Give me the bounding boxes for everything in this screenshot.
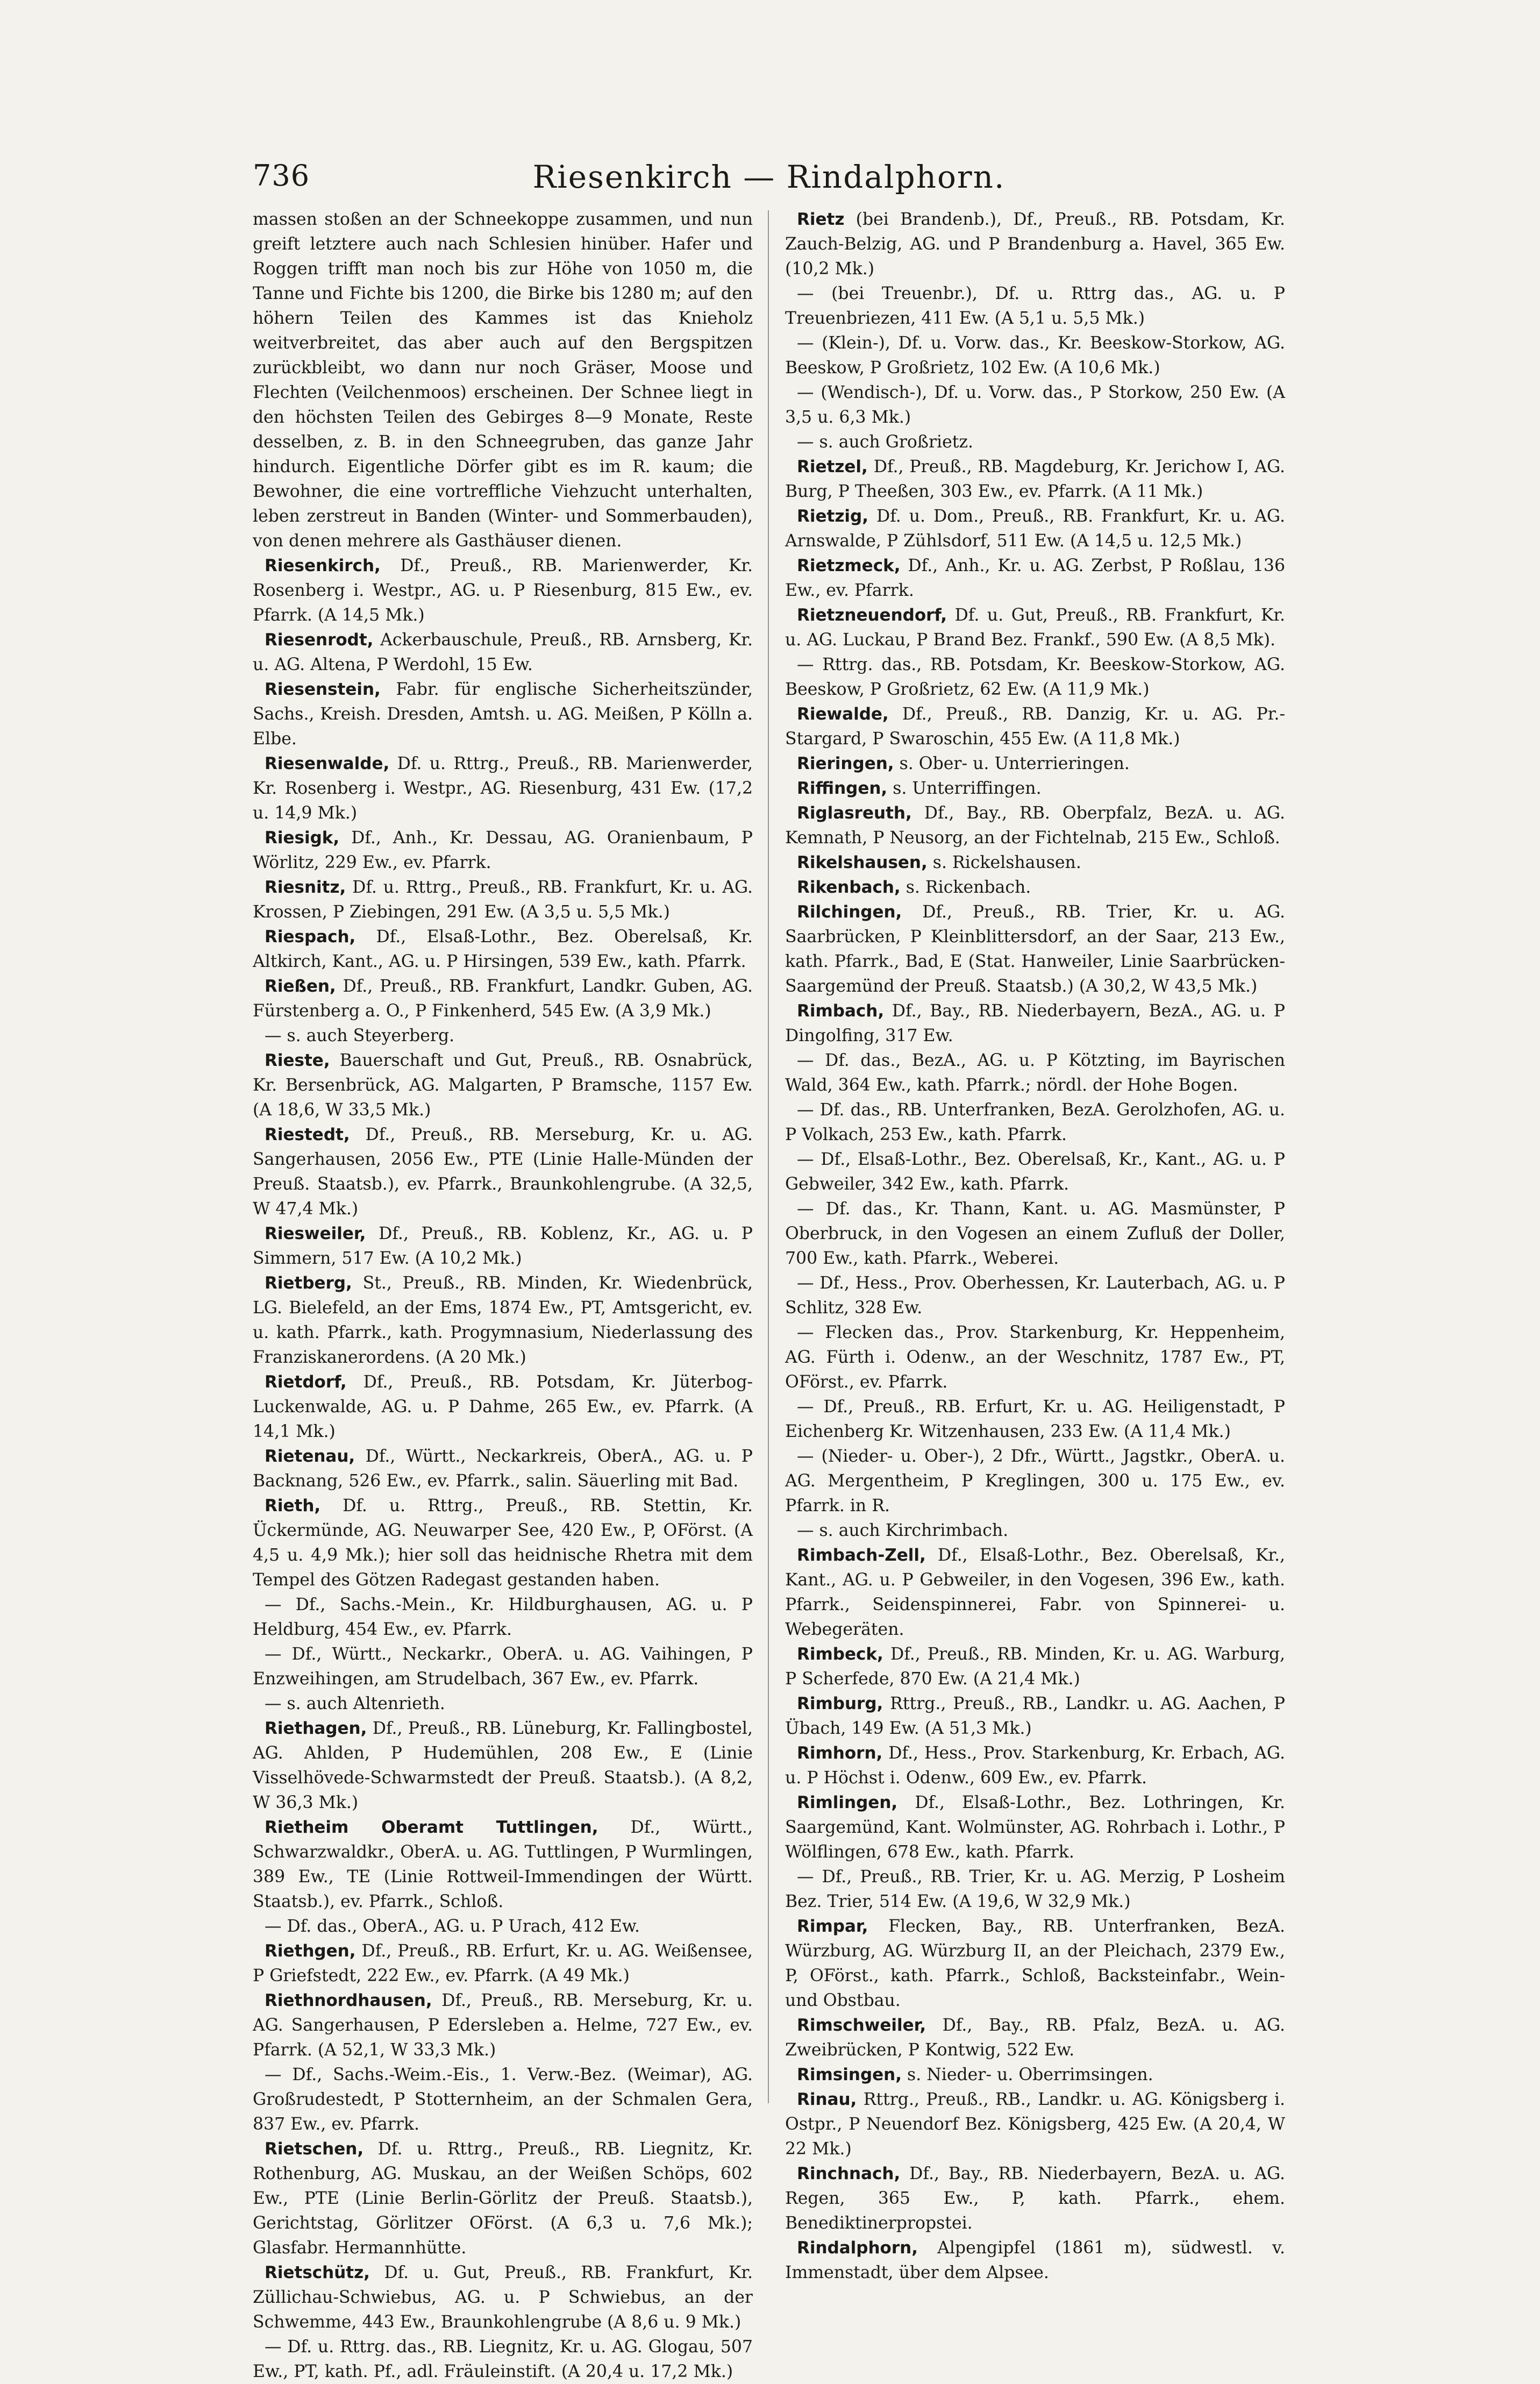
gazetteer-entry <box>785 875 1285 900</box>
entry-text: Df., Württ., Schwarzwaldkr., OberA. u. AG. Tuttlingen, P Wurmlingen, 389 Ew., TE (Linie Rottweil-Immendingen der Württ. Staatsb.), ev. Pfarrk., Schloß. <box>253 1818 753 1911</box>
entry-text: Df. u. Rttrg., Preuß., RB. Liegnitz, Kr. Rothenburg, AG. Muskau, an der Weißen Schöps, 602 Ew., PTE (Linie Berlin-Görlitz der Preuß. Staatsb.), Gerichtstag, Görlitzer OFörst. (A 6,3 u. 7,6 Mk.); Glasfabr. Hermannhütte. <box>253 2139 753 2258</box>
entry-headword: Rimlingen, <box>797 1793 898 1812</box>
gazetteer-entry <box>785 1691 1285 1741</box>
gazetteer-subentry <box>785 1271 1285 1320</box>
entry-text: Df., Preuß., RB. Magdeburg, Kr. Jerichow I, AG. Burg, P Theeßen, 303 Ew., ev. Pfarrk. (A 11 Mk.) <box>785 457 1286 501</box>
gazetteer-subentry <box>785 1518 1285 1543</box>
gazetteer-entry <box>785 1790 1285 1864</box>
gazetteer-subentry <box>253 1691 753 1716</box>
entry-headword: Rietberg, <box>265 1273 352 1293</box>
gazetteer-subentry <box>785 1048 1285 1098</box>
entry-text: Df., Bay., RB. Oberpfalz, BezA. u. AG. Kemnath, P Neusorg, an der Fichtelnab, 215 Ew., Schloß. <box>785 803 1285 848</box>
entry-text: Df., Elsaß-Lothr., Bez. Lothringen, Kr. Saargemünd, Kant. Wolmünster, AG. Rohrbach i. Lothr., P Wölflingen, 678 Ew., kath. Pfarrk. <box>785 1793 1286 1862</box>
entry-headword: Rietzneuendorf, <box>797 606 947 625</box>
gazetteer-entry <box>785 1642 1285 1691</box>
entry-text: Df., Preuß., RB. Koblenz, Kr., AG. u. P Simmern, 517 Ew. (A 10,2 Mk.) <box>253 1224 753 1268</box>
entry-text: — Df., Preuß., RB. Trier, Kr. u. AG. Merzig, P Losheim Bez. Trier, 514 Ew. (A 19,6, W 32,9 Mk.) <box>785 1867 1285 1911</box>
entry-text: Df. u. Gut, Preuß., RB. Frankfurt, Kr. Züllichau-Schwiebus, AG. u. P Schwiebus, an der Schwemme, 443 Ew., Braunkohlengrube (A 8,6 u. 9 Mk.) <box>253 2263 753 2332</box>
gazetteer-entry <box>253 553 753 628</box>
gazetteer-entry <box>785 2236 1285 2285</box>
gazetteer-entry <box>785 504 1285 553</box>
entry-text: — Df., Elsaß-Lothr., Bez. Oberelsaß, Kr., Kant., AG. u. P Gebweiler, 342 Ew., kath. Pfarrk. <box>785 1150 1285 1194</box>
entry-text: s. Rickenbach. <box>906 878 1031 897</box>
entry-text: Df., Bay., RB. Niederbayern, BezA., AG. u. P Dingolfing, 317 Ew. <box>785 1001 1285 1045</box>
gazetteer-subentry <box>785 652 1285 702</box>
gazetteer-entry <box>785 207 1285 281</box>
entry-text: Df. u. Gut, Preuß., RB. Frankfurt, Kr. u. AG. Luckau, P Brand Bez. Frankf., 590 Ew. (A 8,5 Mk). <box>785 606 1285 650</box>
gazetteer-subentry <box>785 380 1285 430</box>
entry-text: — Df. u. Rttrg. das., RB. Liegnitz, Kr. u. AG. Glogau, 507 Ew., PT, kath. Pf., adl. Fräuleinstift. (A 20,4 u. 17,2 Mk.) <box>253 2337 753 2381</box>
entry-text: — s. auch Altenrieth. <box>265 1694 445 1713</box>
entry-headword: Rietdorf, <box>265 1372 347 1392</box>
entry-text: St., Preuß., RB. Minden, Kr. Wiedenbrück, LG. Bielefeld, an der Ems, 1874 Ew., PT, Amtsgericht, ev. u. kath. Pfarrk., kath. Progymnasium, Niederlassung des Franziskanerordens. (A 20 Mk.) <box>253 1273 753 1367</box>
gazetteer-subentry <box>785 1147 1285 1197</box>
gazetteer-subentry <box>785 1098 1285 1147</box>
gazetteer-entry <box>785 603 1285 652</box>
gazetteer-entry <box>253 2137 753 2260</box>
gazetteer-subentry <box>785 1320 1285 1394</box>
gazetteer-subentry <box>253 1592 753 1642</box>
gazetteer-entry <box>785 702 1285 751</box>
entry-text: Df., Elsaß-Lothr., Bez. Oberelsaß, Kr. Altkirch, Kant., AG. u. P Hirsingen, 539 Ew., kath. Pfarrk. <box>253 927 753 971</box>
entry-headword: Rieste, <box>265 1051 330 1070</box>
entry-text: — Rttrg. das., RB. Potsdam, Kr. Beeskow-Storkow, AG. Beeskow, P Großrietz, 62 Ew. (A 11,9 Mk.) <box>785 655 1285 699</box>
entry-text: Alpengipfel (1861 m), südwestl. v. Immenstadt, über dem Alpsee. <box>785 2238 1286 2282</box>
entry-text: Df., Preuß., RB. Minden, Kr. u. AG. Warburg, P Scherfede, 870 Ew. (A 21,4 Mk.) <box>785 1645 1285 1689</box>
gazetteer-entry <box>253 1988 753 2062</box>
gazetteer-subentry <box>253 1023 753 1048</box>
right-column <box>785 207 1286 2282</box>
entry-headword: Riethagen, <box>265 1719 367 1738</box>
gazetteer-entry <box>253 825 753 875</box>
entry-text: Df., Preuß., RB. Frankfurt, Landkr. Guben, AG. Fürstenberg a. O., P Finkenherd, 545 Ew. (A 3,9 Mk.) <box>253 977 753 1021</box>
entry-text: — Df., Sachs.-Weim.-Eis., 1. Verw.-Bez. (Weimar), AG. Großrudestedt, P Stotternheim, an der Schmalen Gera, 837 Ew., ev. Pfarrk. <box>253 2065 753 2134</box>
gazetteer-entry <box>785 2013 1285 2062</box>
entry-headword: Rietzmeck, <box>797 556 901 575</box>
entry-headword: Riesnitz, <box>265 878 346 897</box>
gazetteer-subentry <box>785 281 1285 331</box>
entry-text: — (Klein-), Df. u. Vorw. das., Kr. Beeskow-Storkow, AG. Beeskow, P Großrietz, 102 Ew. (A 10,6 Mk.) <box>785 333 1285 378</box>
gazetteer-entry <box>785 553 1285 603</box>
gazetteer-entry <box>253 1370 753 1444</box>
entry-headword: Rimbeck, <box>797 1645 883 1664</box>
left-column <box>253 207 753 2381</box>
page-header <box>253 159 1285 202</box>
gazetteer-entry <box>253 2260 753 2335</box>
gazetteer-entry <box>253 1444 753 1493</box>
gazetteer-entry <box>253 974 753 1023</box>
entry-text: — (Wendisch-), Df. u. Vorw. das., P Storkow, 250 Ew. (A 3,5 u. 6,3 Mk.) <box>785 383 1285 427</box>
entry-headword: Rietheim Oberamt Tuttlingen, <box>265 1818 598 1837</box>
entry-text: Df. u. Rttrg., Preuß., RB. Marienwerder, Kr. Rosenberg i. Westpr., AG. Riesenburg, 431 Ew. (17,2 u. 14,9 Mk.) <box>253 754 753 823</box>
gazetteer-entry <box>785 776 1285 801</box>
entry-text: — Flecken das., Prov. Starkenburg, Kr. Heppenheim, AG. Fürth i. Odenw., an der Weschnitz, 1787 Ew., PT, OFörst., ev. Pfarrk. <box>785 1323 1285 1392</box>
entry-headword: Rieringen, <box>797 754 894 773</box>
entry-text: Df., Anh., Kr. Dessau, AG. Oranienbaum, P Wörlitz, 229 Ew., ev. Pfarrk. <box>253 828 753 872</box>
gazetteer-entry <box>253 1815 753 1914</box>
gazetteer-subentry <box>785 1197 1285 1271</box>
entry-headword: Rimbach, <box>797 1001 885 1021</box>
entry-headword: Riesenstein, <box>265 680 381 699</box>
gazetteer-entry <box>253 1493 753 1592</box>
entry-text: Df., Bay., RB. Niederbayern, BezA. u. AG. Regen, 365 Ew., P, kath. Pfarrk., ehem. Benediktinerpropstei. <box>785 2164 1285 2233</box>
entry-text: Df., Preuß., RB. Potsdam, Kr. Jüterbog-Luckenwalde, AG. u. P Dahme, 265 Ew., ev. Pfarrk. (A 14,1 Mk.) <box>253 1372 753 1441</box>
entry-text: — Df. das., OberA., AG. u. P Urach, 412 Ew. <box>265 1917 640 1936</box>
entry-text: Df., Preuß., RB. Danzig, Kr. u. AG. Pr.-Stargard, P Swaroschin, 455 Ew. (A 11,8 Mk.) <box>785 704 1285 749</box>
column-divider <box>768 210 769 2103</box>
text-columns <box>253 207 1286 2381</box>
gazetteer-entry <box>785 801 1285 850</box>
entry-text: Df., Württ., Neckarkreis, OberA., AG. u. P Backnang, 526 Ew., ev. Pfarrk., salin. Säuerling mit Bad. <box>253 1447 753 1491</box>
entry-text: Fabr. für englische Sicherheitszünder, Sachs., Kreish. Dresden, Amtsh. u. AG. Meißen, P Kölln a. Elbe. <box>253 680 753 749</box>
entry-headword: Rietzig, <box>797 507 868 526</box>
entry-text: — Df. das., Kr. Thann, Kant. u. AG. Masmünster, P Oberbruck, in den Vogesen an einem Zufluß der Doller, 700 Ew., kath. Pfarrk., Weberei. <box>785 1199 1285 1268</box>
entry-headword: Riesigk, <box>265 828 340 848</box>
entry-headword: Rietschen, <box>265 2139 364 2159</box>
entry-text: s. Unterriffingen. <box>893 779 1042 798</box>
gazetteer-entry <box>253 1271 753 1370</box>
entry-headword: Riesweiler, <box>265 1224 366 1243</box>
gazetteer-entry <box>785 2161 1285 2236</box>
entry-headword: Riethgen, <box>265 1941 356 1961</box>
entry-text: — Df., Preuß., RB. Erfurt, Kr. u. AG. Heiligenstadt, P Eichenberg Kr. Witzenhausen, 233 Ew. (A 11,4 Mk.) <box>785 1397 1285 1441</box>
gazetteer-entry <box>253 875 753 924</box>
entry-headword: Rindalphorn, <box>797 2238 918 2258</box>
gazetteer-entry <box>785 1914 1285 2013</box>
entry-text: Bauerschaft und Gut, Preuß., RB. Osnabrück, Kr. Bersenbrück, AG. Malgarten, P Bramsche, 1157 Ew. (A 18,6, W 33,5 Mk.) <box>253 1051 753 1120</box>
entry-headword: Rilchingen, <box>797 902 902 922</box>
gazetteer-entry <box>785 454 1285 504</box>
entry-text: s. Nieder- u. Oberrimsingen. <box>907 2065 1153 2084</box>
entry-continuation <box>253 207 753 553</box>
entry-headword: Riglasreuth, <box>797 803 912 823</box>
entry-text: s. Ober- u. Unterrieringen. <box>899 754 1130 773</box>
entry-text: Df. u. Rttrg., Preuß., RB. Frankfurt, Kr. u. AG. Krossen, P Ziebingen, 291 Ew. (A 3,5 u. 5,5 Mk.) <box>253 878 753 922</box>
gazetteer-entry <box>785 1543 1285 1642</box>
entry-headword: Riesenrodt, <box>265 630 374 650</box>
entry-text: — Df. das., RB. Unterfranken, BezA. Gerolzhofen, AG. u. P Volkach, 253 Ew., kath. Pfarrk. <box>785 1100 1285 1144</box>
entry-text: Df., Preuß., RB. Lüneburg, Kr. Fallingbostel, AG. Ahlden, P Hudemühlen, 208 Ew., E (Linie Visselhövede-Schwarmstedt der Preuß. Staatsb.). (A 8,2, W 36,3 Mk.) <box>253 1719 753 1812</box>
entry-headword: Rimburg, <box>797 1694 883 1713</box>
entry-headword: Rietz <box>797 210 845 229</box>
entry-text: Df., Bay., RB. Pfalz, BezA. u. AG. Zweibrücken, P Kontwig, 522 Ew. <box>785 2016 1286 2060</box>
entry-text: — Df. das., BezA., AG. u. P Kötzting, im Bayrischen Wald, 364 Ew., kath. Pfarrk.; nördl. der Hohe Bogen. <box>785 1051 1285 1095</box>
entry-headword: Riesenkirch, <box>265 556 381 575</box>
entry-headword: Rinau, <box>797 2090 857 2109</box>
gazetteer-subentry <box>785 1444 1285 1518</box>
entry-text: — s. auch Steyerberg. <box>265 1026 455 1045</box>
gazetteer-subentry <box>785 331 1285 380</box>
entry-headword: Rietzel, <box>797 457 868 476</box>
entry-headword: Rikelshausen, <box>797 853 928 872</box>
entry-text: Rttrg., Preuß., RB., Landkr. u. AG. Aachen, P Übach, 149 Ew. (A 51,3 Mk.) <box>785 1694 1285 1738</box>
entry-headword: Riffingen, <box>797 779 888 798</box>
entry-headword: Rinchnach, <box>797 2164 901 2183</box>
gazetteer-subentry <box>253 1642 753 1691</box>
gazetteer-entry <box>253 1716 753 1815</box>
entry-text: — (Nieder- u. Ober-), 2 Dfr., Württ., Jagstkr., OberA. u. AG. Mergentheim, P Kreglingen, 300 u. 175 Ew., ev. Pfarrk. in R. <box>785 1447 1285 1515</box>
gazetteer-entry <box>253 1122 753 1221</box>
entry-headword: Rimschweiler, <box>797 2016 926 2035</box>
entry-headword: Rietschütz, <box>265 2263 370 2282</box>
entry-text: massen stoßen an der Schneekoppe zusammen, und nun greift letztere auch nach Schlesien hinüber. Hafer und Roggen trifft man noch bis zur Höhe von 1050 m, die Tanne und Fichte bis 1200, die Birke bis 1280 m; auf den höhern Teilen des Kammes ist das Knieholz weitverbreitet, das aber auch auf den Bergspitzen zurückbleibt, wo dann nur noch Gräser, Moose und Flechten (Veilchenmoos) erscheinen. Der Schnee liegt in den höchsten Teilen des Gebirges 8—9 Monate, Reste desselben, z. B. in den Schneegruben, das ganze Jahr hindurch. Eigentliche Dörfer gibt es im R. kaum; die Bewohner, die eine vortreffliche Viehzucht unterhalten, leben zerstreut in Banden (Winter- und Sommerbauden), von denen mehrere als Gasthäuser dienen. <box>253 210 753 551</box>
entry-text: — s. auch Großrietz. <box>797 432 973 452</box>
entry-text: Flecken, Bay., RB. Unterfranken, BezA. Würzburg, AG. Würzburg II, an der Pleichach, 2379 Ew., P, OFörst., kath. Pfarrk., Schloß, Backsteinfabr., Wein- und Obstbau. <box>785 1917 1285 2010</box>
entry-headword: Rimbach-Zell, <box>797 1546 926 1565</box>
entry-text: Df., Preuß., RB. Merseburg, Kr. u. AG. Sangerhausen, P Edersleben a. Helme, 727 Ew., ev. Pfarrk. (A 52,1, W 33,3 Mk.) <box>253 1991 753 2060</box>
gazetteer-entry <box>785 751 1285 776</box>
entry-headword: Rimsingen, <box>797 2065 902 2084</box>
entry-headword: Rietenau, <box>265 1447 355 1466</box>
gazetteer-entry <box>253 1221 753 1271</box>
entry-text: Df., Anh., Kr. u. AG. Zerbst, P Roßlau, 136 Ew., ev. Pfarrk. <box>785 556 1285 600</box>
entry-headword: Rikenbach, <box>797 878 901 897</box>
entry-text: Df. u. Rttrg., Preuß., RB. Stettin, Kr. Ückermünde, AG. Neuwarper See, 420 Ew., P, OFörst. (A 4,5 u. 4,9 Mk.); hier soll das heidnische Rhetra mit dem Tempel des Götzen Radegast gestanden haben. <box>253 1496 753 1590</box>
entry-text: — (bei Treuenbr.), Df. u. Rttrg das., AG. u. P Treuenbriezen, 411 Ew. (A 5,1 u. 5,5 Mk.) <box>785 284 1285 328</box>
entry-text: Df., Preuß., RB. Merseburg, Kr. u. AG. Sangerhausen, 2056 Ew., PTE (Linie Halle-Münden der Preuß. Staatsb.), ev. Pfarrk., Braunkohlengrube. (A 32,5, W 47,4 Mk.) <box>253 1125 753 1219</box>
entry-text: (bei Brandenb.), Df., Preuß., RB. Potsdam, Kr. Zauch-Belzig, AG. und P Brandenburg a. Havel, 365 Ew. (10,2 Mk.) <box>785 210 1285 279</box>
entry-text: — Df., Sachs.-Mein., Kr. Hildburghausen, AG. u. P Heldburg, 454 Ew., ev. Pfarrk. <box>253 1595 753 1639</box>
entry-text: Df., Preuß., RB. Marienwerder, Kr. Rosenberg i. Westpr., AG. u. P Riesenburg, 815 Ew., ev. Pfarrk. (A 14,5 Mk.) <box>253 556 753 625</box>
entry-headword: Rieth, <box>265 1496 321 1515</box>
entry-headword: Riestedt, <box>265 1125 350 1144</box>
gazetteer-entry <box>785 2062 1285 2087</box>
page-number: 736 <box>253 159 310 193</box>
entry-text: Df., Hess., Prov. Starkenburg, Kr. Erbach, AG. u. P Höchst i. Odenw., 609 Ew., ev. Pfarrk. <box>785 1743 1285 1788</box>
gazetteer-entry <box>253 924 753 974</box>
gazetteer-entry <box>785 999 1285 1048</box>
gazetteer-entry <box>253 751 753 825</box>
gazetteer-entry <box>253 628 753 677</box>
entry-text: Df., Preuß., RB. Erfurt, Kr. u. AG. Weißensee, P Griefstedt, 222 Ew., ev. Pfarrk. (A 49 Mk.) <box>253 1941 753 1986</box>
entry-text: Df., Elsaß-Lothr., Bez. Oberelsaß, Kr., Kant., AG. u. P Gebweiler, in den Vogesen, 396 Ew., kath. Pfarrk., Seidenspinnerei, Fabr. von Spinnerei- u. Webegeräten. <box>785 1546 1285 1639</box>
entry-text: Df., Preuß., RB. Trier, Kr. u. AG. Saarbrücken, P Kleinblittersdorf, an der Saar, 213 Ew., kath. Pfarrk., Bad, E (Stat. Hanweiler, Linie Saarbrücken-Saargemünd der Preuß. Staatsb.) (A 30,2, W 43,5 Mk.) <box>785 902 1285 996</box>
gazetteer-entry <box>253 1048 753 1122</box>
entry-headword: Riewalde, <box>797 704 889 724</box>
gazetteer-subentry <box>785 430 1285 454</box>
gazetteer-entry <box>253 677 753 751</box>
running-title: Riesenkirch — Rindalphorn. <box>532 159 1006 195</box>
gazetteer-subentry <box>253 2062 753 2137</box>
gazetteer-entry <box>785 850 1285 875</box>
gazetteer-entry <box>253 1939 753 1988</box>
entry-headword: Rimpar, <box>797 1917 868 1936</box>
entry-headword: Rimhorn, <box>797 1743 883 1763</box>
entry-headword: Riespach, <box>265 927 356 947</box>
entry-text: Ackerbauschule, Preuß., RB. Arnsberg, Kr. u. AG. Altena, P Werdohl, 15 Ew. <box>253 630 753 674</box>
entry-headword: Riesenwalde, <box>265 754 390 773</box>
entry-text: Df. u. Dom., Preuß., RB. Frankfurt, Kr. u. AG. Arnswalde, P Zühlsdorf, 511 Ew. (A 14,5 u. 12,5 Mk.) <box>785 507 1285 551</box>
entry-headword: Riethnordhausen, <box>265 1991 432 2010</box>
entry-text: s. Rickelshausen. <box>932 853 1081 872</box>
entry-text: Rttrg., Preuß., RB., Landkr. u. AG. Königsberg i. Ostpr., P Neuendorf Bez. Königsberg, 425 Ew. (A 20,4, W 22 Mk.) <box>785 2090 1286 2159</box>
gazetteer-subentry <box>785 1394 1285 1444</box>
gazetteer-entry <box>785 1741 1285 1790</box>
gazetteer-subentry <box>785 1864 1285 1914</box>
entry-text: — Df., Hess., Prov. Oberhessen, Kr. Lauterbach, AG. u. P Schlitz, 328 Ew. <box>785 1273 1285 1318</box>
entry-headword: Rießen, <box>265 977 336 996</box>
gazetteer-subentry <box>253 1914 753 1939</box>
gazetteer-entry <box>785 2087 1285 2161</box>
gazetteer-entry <box>785 900 1285 999</box>
gazetteer-subentry <box>253 2335 753 2384</box>
entry-text: — Df., Württ., Neckarkr., OberA. u. AG. Vaihingen, P Enzweihingen, am Strudelbach, 367 Ew., ev. Pfarrk. <box>253 1645 753 1689</box>
entry-text: — s. auch Kirchrimbach. <box>797 1521 1009 1540</box>
